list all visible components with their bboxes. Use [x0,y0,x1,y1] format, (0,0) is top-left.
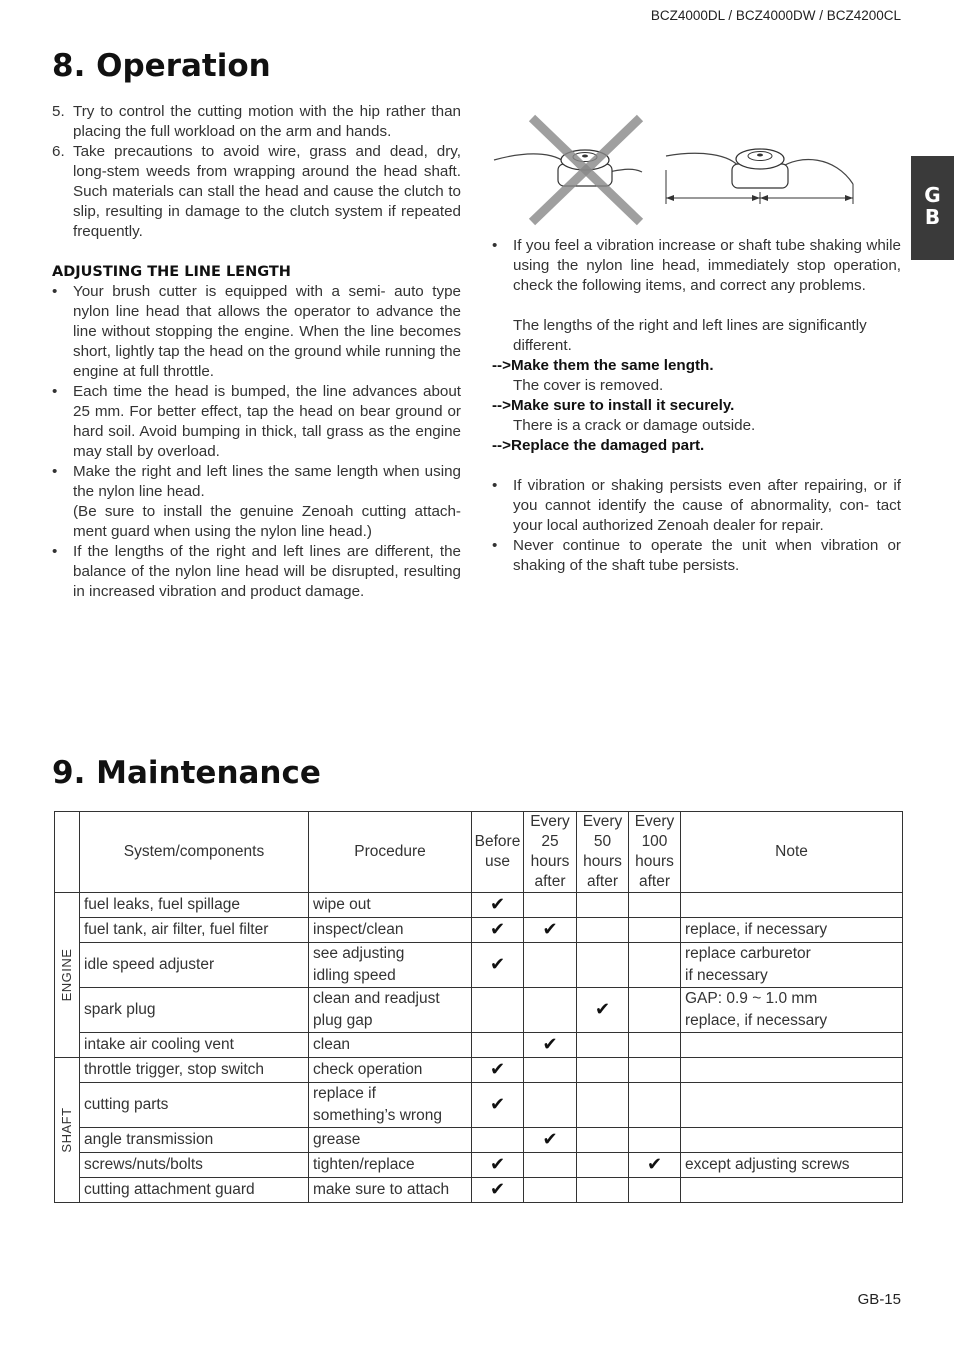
procedure-cell [309,988,472,1033]
note-cell [681,918,903,943]
interval-cell [629,943,681,988]
system-cell: intake air cooling vent [80,1033,309,1058]
check-action: -->Make them the same length. [492,357,714,374]
procedure-cell [309,943,472,988]
check-action: -->Replace the damaged part. [492,437,705,454]
interval-cell [524,1153,577,1178]
note-cell [681,988,903,1033]
bullet-text: Make the right and left lines the same length when using the nylon line head. [73,463,461,500]
line-length-heading: ADJUSTING THE LINE LENGTH [52,264,291,280]
note-line: replace, if necessary [685,921,828,938]
table-row [55,893,903,918]
interval-cell [524,1128,577,1153]
system-cell: fuel tank, air filter, fuel filter [80,918,309,943]
bullet-item [52,462,461,542]
check-mark-icon: ✔ [542,1129,558,1149]
table-row [55,1153,903,1178]
procedure-cell [309,1083,472,1128]
check-problem: The cover is removed. [513,377,664,394]
check-mark-icon: ✔ [542,919,558,939]
interval-cell [629,1033,681,1058]
bullet-item [52,382,461,462]
procedure-cell [309,1033,472,1058]
bullet-marker: • [492,537,498,554]
interval-cell [472,988,524,1033]
bullet-text: Each time the head is bumped, the line advances about 25 mm. For better effect, tap the head on bear ground or hard soil. Avoid bumping in thick, tall grass as the engine may stall by overload. [73,383,461,460]
note-cell [681,1128,903,1153]
interval-cell [524,943,577,988]
check-mark-icon: ✔ [594,999,611,1019]
note-line: except adjusting screws [685,1156,850,1173]
interval-cell [472,943,524,988]
procedure-line: see adjusting [313,945,405,962]
operation-title: 8. Operation [52,48,271,84]
procedure-line: wipe out [313,896,371,913]
system-cell: angle transmission [80,1128,309,1153]
header-before-use: Before use [472,812,524,893]
note-line: replace, if necessary [685,1012,828,1029]
bullet-marker: • [492,237,498,254]
check-problem: The lengths of the right and left lines are significantly different. [513,317,867,354]
numbered-item [52,102,461,142]
note-cell [681,1178,903,1203]
numbered-item [52,142,461,242]
group-label-cell [55,1058,80,1203]
interval-cell [629,1128,681,1153]
note-line: replace carburetor [685,945,811,962]
procedure-line: check operation [313,1061,423,1078]
procedure-line: replace if [313,1085,376,1102]
language-tab-line-1: G [924,183,941,207]
bullet-item [492,536,901,576]
header-system: System/components [80,812,309,893]
procedure-line: something’s wrong [313,1107,442,1124]
note-line: if necessary [685,967,768,984]
table-row [55,988,903,1033]
correct-line-length-figure [666,149,853,204]
interval-cell [472,1128,524,1153]
bullet-marker: • [52,543,58,560]
table-row [55,1178,903,1203]
procedure-line: idling speed [313,967,396,984]
system-cell: cutting parts [80,1083,309,1128]
procedure-cell [309,1153,472,1178]
table-row [55,1128,903,1153]
interval-cell [472,1058,524,1083]
bullet-marker: • [52,463,58,480]
interval-cell [524,1033,577,1058]
check-mark-icon: ✔ [489,894,506,914]
system-cell: cutting attachment guard [80,1178,309,1203]
interval-cell [629,893,681,918]
maintenance-table [54,811,903,1203]
interval-cell [577,1083,629,1128]
procedure-cell [309,918,472,943]
note-cell [681,943,903,988]
check-mark-icon: ✔ [542,1034,558,1054]
bullet-note: (Be sure to install the genuine Zenoah cutting attach- ment guard when using the nylon line head.) [73,503,461,540]
interval-cell [629,1058,681,1083]
operation-right-column [492,236,901,576]
interval-cell [472,1153,524,1178]
group-header [55,812,80,893]
interval-cell [577,943,629,988]
procedure-line: tighten/replace [313,1156,415,1173]
note-cell [681,1058,903,1083]
procedure-cell [309,1058,472,1083]
check-mark-icon: ✔ [489,1059,506,1079]
note-cell [681,1083,903,1128]
bullet-marker: • [492,477,498,494]
bullet-text: If the lengths of the right and left lines are different, the balance of the nylon line head will be disrupted, resulting in increased vibration and product damage. [73,543,461,600]
interval-cell [472,1178,524,1203]
bullet-text: If vibration or shaking persists even after repairing, or if you cannot identify the cause of abnormality, con- tact your local authorized Zenoah dealer for repair. [513,477,901,534]
procedure-line: plug gap [313,1012,373,1029]
header-100-hours: Every 100 hours after [629,812,681,893]
table-row [55,1033,903,1058]
language-tab-line-2: B [924,205,941,229]
interval-cell [577,1153,629,1178]
interval-cell [472,893,524,918]
vibration-bullet [492,236,901,296]
bullet-text: Never continue to operate the unit when vibration or shaking of the shaft tube persists. [513,537,901,574]
check-action: -->Make sure to install it securely. [492,397,735,414]
item-marker: 5. [52,103,65,120]
interval-cell [577,893,629,918]
interval-cell [577,1178,629,1203]
procedure-line: inspect/clean [313,921,404,938]
interval-cell [629,1153,681,1178]
check-mark-icon: ✔ [489,1179,506,1199]
bullet-text: Your brush cutter is equipped with a semi- auto type nylon line head that allows the operator to advance the line without stopping the engine. When the line becomes short, lightly tap the head on the ground while running the engine at full throttle. [73,283,461,380]
interval-cell [524,1058,577,1083]
check-mark-icon: ✔ [489,1154,506,1174]
interval-cell [524,918,577,943]
interval-cell [577,1128,629,1153]
interval-cell [472,918,524,943]
interval-cell [577,1058,629,1083]
item-text: Take precautions to avoid wire, grass and dead, dry, long-stem weeds from wrapping around the head shaft. Such materials can stall the head and cause the clutch to slip, resulting in damage to the clutch system if repeated frequently. [73,143,461,240]
item-text: Try to control the cutting motion with the hip rather than placing the full workload on the arm and hands. [73,103,461,140]
note-cell [681,893,903,918]
system-cell: spark plug [80,988,309,1033]
maintenance-title: 9. Maintenance [52,755,321,791]
procedure-line: clean [313,1036,351,1053]
check-mark-icon: ✔ [489,919,506,939]
interval-cell [577,988,629,1033]
system-cell: idle speed adjuster [80,943,309,988]
table-row [55,1058,903,1083]
check-mark-icon: ✔ [646,1154,663,1174]
interval-cell [524,1083,577,1128]
bullet-item [492,476,901,536]
procedure-line: make sure to attach [313,1181,450,1198]
interval-cell [629,1083,681,1128]
bullet-marker: • [52,383,58,400]
interval-cell [472,1033,524,1058]
system-cell: throttle trigger, stop switch [80,1058,309,1083]
table-row [55,918,903,943]
note-cell [681,1153,903,1178]
procedure-cell [309,893,472,918]
interval-cell [524,988,577,1033]
procedure-line: grease [313,1131,361,1148]
item-marker: 6. [52,143,65,160]
interval-cell [629,988,681,1033]
line-head-illustration [490,112,860,230]
wrong-line-length-figure [494,118,642,222]
bullet-item [52,282,461,382]
interval-cell [629,918,681,943]
vibration-intro: If you feel a vibration increase or shaft tube shaking while using the nylon line head, immediately stop operation, check the following items, and correct any problems. [513,237,901,294]
maintenance-table-body [55,893,903,1203]
note-cell [681,1033,903,1058]
header-note: Note [681,812,903,893]
operation-left-column [52,102,461,602]
header-50-hours: Every 50 hours after [577,812,629,893]
interval-cell [629,1178,681,1203]
table-row [55,943,903,988]
header-procedure: Procedure [309,812,472,893]
table-header-row [55,812,903,893]
note-line: GAP: 0.9 ~ 1.0 mm [685,990,818,1007]
system-cell: fuel leaks, fuel spillage [80,893,309,918]
model-numbers: BCZ4000DL / BCZ4000DW / BCZ4200CL [650,8,901,23]
interval-cell [577,918,629,943]
group-label: SHAFT [59,1107,74,1153]
page-number: GB-15 [857,1291,901,1308]
group-label: ENGINE [59,948,74,1002]
procedure-line: clean and readjust [313,990,440,1007]
language-tab [911,156,954,260]
procedure-cell [309,1128,472,1153]
bullet-item [52,542,461,602]
system-cell: screws/nuts/bolts [80,1153,309,1178]
header-25-hours: Every 25 hours after [524,812,577,893]
interval-cell [524,893,577,918]
table-row [55,1083,903,1128]
check-mark-icon: ✔ [489,1094,506,1114]
interval-cell [577,1033,629,1058]
bullet-marker: • [52,283,58,300]
interval-cell [524,1178,577,1203]
group-label-cell [55,893,80,1058]
procedure-cell [309,1178,472,1203]
check-problem: There is a crack or damage outside. [513,417,756,434]
check-mark-icon: ✔ [489,954,506,974]
interval-cell [472,1083,524,1128]
